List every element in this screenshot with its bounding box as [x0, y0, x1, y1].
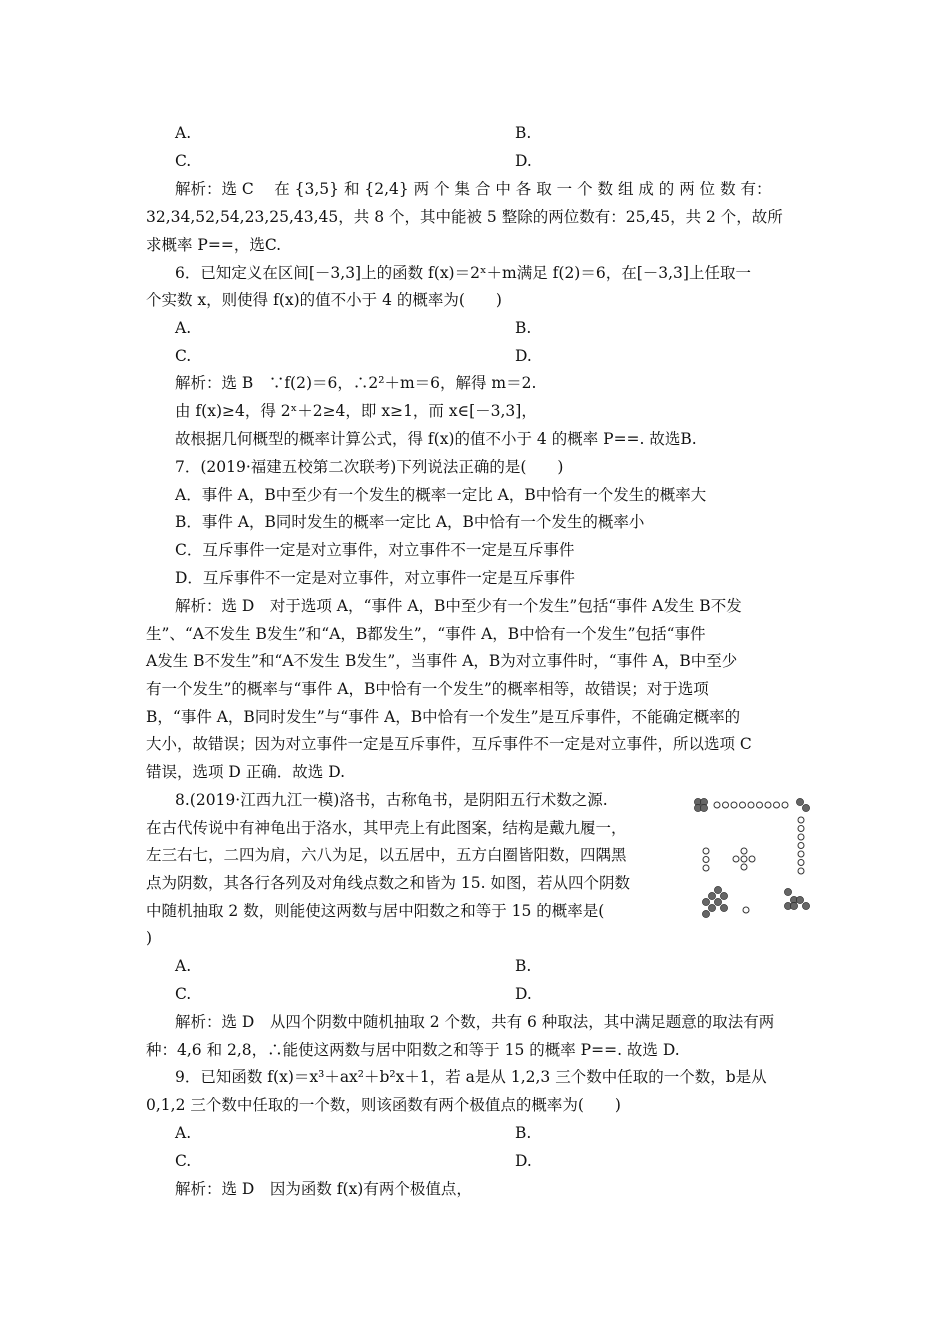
solution-7-line: 生”、“A不发生 B发生”和“A，B都发生”，“事件 A，B中恰有一个发生”包括“事件 [146, 625, 706, 643]
yang-dot [748, 802, 754, 808]
question-9-line: 0,1,2 三个数中任取的一个数，则该函数有两个极值点的概率为( ) [146, 1096, 621, 1114]
option-a: A. [175, 1124, 192, 1142]
solution-7-line: 大小，故错误；因为对立事件一定是互斥事件，互斥事件不一定是对立事件，所以选项 C [146, 735, 752, 753]
yin-dot [708, 904, 715, 911]
yin-dot [714, 886, 721, 893]
option-a: A. [175, 319, 192, 337]
yang-dot [703, 857, 709, 863]
question-7-option: A．事件 A，B中至少有一个发生的概率一定比 A，B中恰有一个发生的概率大 [175, 486, 707, 504]
question-8-line: 在古代传说中有神龟出于洛水，其甲壳上有此图案，结构是戴九履一， [146, 819, 627, 837]
question-7-option: B．事件 A，B同时发生的概率一定比 A，B中恰有一个发生的概率小 [175, 513, 645, 531]
option-d: D. [515, 152, 532, 170]
option-a: A. [175, 124, 192, 142]
option-b: B. [515, 957, 532, 975]
yang-dot [798, 834, 804, 840]
option-d: D. [515, 347, 532, 365]
question-8-line: 左三右七，二四为肩，六八为足，以五居中，五方白圈皆阳数，四隅黑 [146, 846, 627, 864]
yang-dot [703, 848, 709, 854]
option-c: C. [175, 152, 192, 170]
solution-9-line: 解析：选 D 因为函数 f(x)有两个极值点， [175, 1180, 472, 1198]
solution-8-line: 解析：选 D 从四个阴数中随机抽取 2 个数，共有 6 种取法，其中满足题意的取法有两 [175, 1013, 775, 1031]
yang-dot [798, 868, 804, 874]
yang-dot [765, 802, 771, 808]
yang-dot [741, 848, 747, 854]
question-7-option: C．互斥事件一定是对立事件，对立事件不一定是互斥事件 [175, 541, 575, 559]
yang-dot [757, 802, 763, 808]
solution-7-line: 有一个发生”的概率与“事件 A，B中恰有一个发生”的概率相等，故错误；对于选项 [146, 680, 709, 698]
question-8-line: 点为阴数，其各行各列及对角线点数之和皆为 15. 如图，若从四个阴数 [146, 874, 631, 892]
option-c: C. [175, 347, 192, 365]
option-b: B. [515, 124, 532, 142]
question-8-line: 中随机抽取 2 数，则能使这两数与居中阳数之和等于 15 的概率是( [146, 902, 605, 920]
solution-8-line: 种：4,6 和 2,8，∴能使这两数与居中阳数之和等于 15 的概率 P==. 故选 D. [146, 1041, 680, 1059]
question-7-option: D．互斥事件不一定是对立事件，对立事件一定是互斥事件 [175, 569, 575, 587]
yang-dot [741, 856, 747, 862]
solution-5-line: 解析：选 C 在 {3,5} 和 {2,4} 两 个 集 合 中 各 取 一 个 数 组 成 的 两 位 数 有： [175, 180, 772, 198]
solution-6-line: 故根据几何概型的概率计算公式，得 f(x)的值不小于 4 的概率 P==. 故选B. [175, 430, 697, 448]
option-b: B. [515, 319, 532, 337]
question-8-line: 8.(2019·江西九江一模)洛书，古称龟书，是阴阳五行术数之源. [175, 791, 608, 809]
yang-dot [733, 856, 739, 862]
yin-dot [702, 910, 709, 917]
yin-dot [796, 896, 803, 903]
yang-dot [798, 851, 804, 857]
option-b: B. [515, 1124, 532, 1142]
option-a: A. [175, 957, 192, 975]
option-d: D. [515, 985, 532, 1003]
yin-dot [784, 888, 791, 895]
luoshu-diagram [690, 796, 816, 922]
yang-dot [798, 843, 804, 849]
question-6-line: 个实数 x，则使得 f(x)的值不小于 4 的概率为( ) [146, 291, 502, 309]
yin-dot [802, 804, 809, 811]
yin-dot [790, 902, 797, 909]
yang-dot [798, 860, 804, 866]
yang-dot [714, 802, 720, 808]
yang-dot [798, 826, 804, 832]
question-8-line: ) [146, 929, 153, 947]
yin-dot [720, 892, 727, 899]
solution-7-line: 解析：选 D 对于选项 A，“事件 A，B中至少有一个发生”包括“事件 A发生 B不发 [175, 597, 742, 615]
yang-dot [743, 907, 749, 913]
solution-7-line: 错误，选项 D 正确．故选 D. [146, 763, 346, 781]
yang-dot [723, 802, 729, 808]
yin-dot [796, 798, 803, 805]
option-c: C. [175, 985, 192, 1003]
yin-dot [720, 904, 727, 911]
yang-dot [749, 856, 755, 862]
question-9-line: 9．已知函数 f(x)＝x³＋ax²＋b²x＋1，若 a是从 1,2,3 三个数中任取的一个数，b是从 [175, 1068, 767, 1086]
solution-5-line: 求概率 P==，选C. [146, 236, 282, 254]
yang-dot [731, 802, 737, 808]
question-7-line: 7．(2019·福建五校第二次联考)下列说法正确的是( ) [175, 458, 564, 476]
yin-dot [714, 898, 721, 905]
yin-dot [702, 898, 709, 905]
yin-dot [700, 804, 707, 811]
solution-6-line: 解析：选 B ∵f(2)＝6，∴2²＋m＝6，解得 m＝2. [175, 374, 537, 392]
yin-dot [708, 892, 715, 899]
yang-dot [741, 864, 747, 870]
solution-7-line: B，“事件 A，B同时发生”与“事件 A，B中恰有一个发生”是互斥事件，不能确定概率的 [146, 708, 741, 726]
yang-dot [703, 865, 709, 871]
yang-dot [740, 802, 746, 808]
yang-dot [798, 817, 804, 823]
yang-dot [782, 802, 788, 808]
solution-5-line: 32,34,52,54,23,25,43,45，共 8 个，其中能被 5 整除的两位数有：25,45，共 2 个，故所 [146, 208, 783, 226]
yin-dot [802, 902, 809, 909]
solution-6-line: 由 f(x)≥4，得 2ˣ＋2≥4，即 x≥1，而 x∈[－3,3]， [175, 402, 537, 420]
solution-7-line: A发生 B不发生”和“A不发生 B发生”，当事件 A，B为对立事件时，“事件 A，B中至少 [146, 652, 738, 670]
option-c: C. [175, 1152, 192, 1170]
option-d: D. [515, 1152, 532, 1170]
yang-dot [774, 802, 780, 808]
question-6-line: 6．已知定义在区间[－3,3]上的函数 f(x)＝2ˣ＋m满足 f(2)＝6，在[－3,3]上任取一 [175, 264, 751, 282]
